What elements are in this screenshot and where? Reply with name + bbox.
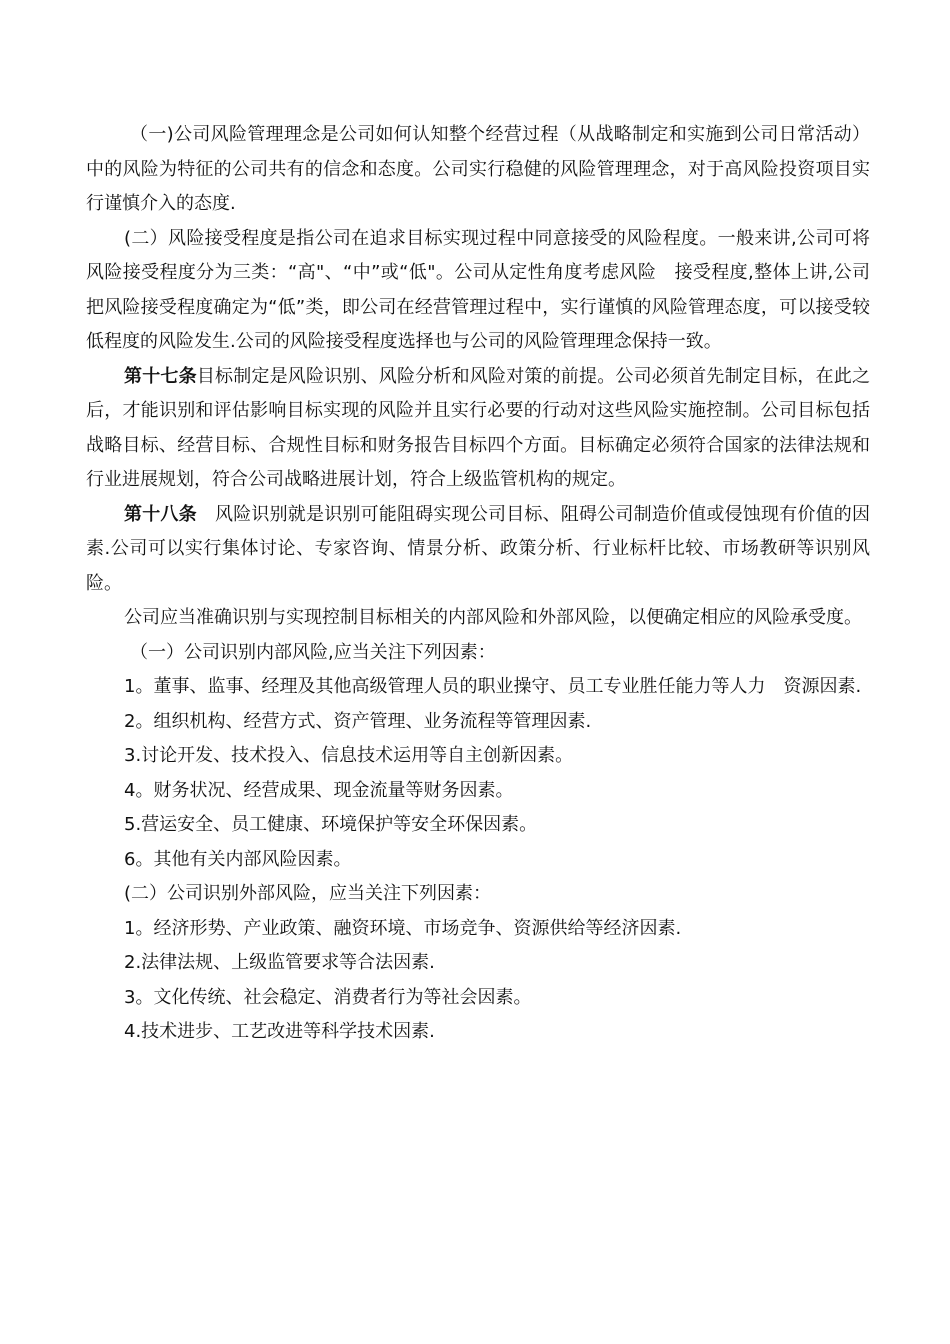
paragraph-text: (二）公司识别外部风险，应当关注下列因素： [124, 883, 492, 904]
article-18 [86, 498, 870, 602]
paragraph-risk-philosophy [86, 118, 870, 222]
list-item-text: 2。组织机构、经营方式、资产管理、业务流程等管理因素. [124, 710, 592, 732]
list-item-text: 1。董事、监事、经理及其他高级管理人员的职业操守、员工专业胜任能力等人力 [124, 676, 766, 697]
list-item-text: 6。其他有关内部风险因素。 [124, 848, 352, 870]
list-item-text: 1。经济形势、产业政策、融资环境、市场竞争、资源供给等经济因素. [124, 917, 682, 939]
article-body: 风险识别就是识别可能阻碍实现公司目标、阻碍公司制造价值或侵蚀现有价值的因素.公司可以实行集体讨论、专家咨询、情景分析、政策分析、行业标杆比较、市场教研等识别风险。 [86, 503, 871, 594]
paragraph-text: （一）公司识别内部风险,应当关注下列因素： [130, 641, 496, 663]
paragraph-risk-identification [86, 601, 870, 636]
list-item-text: 3.讨论开发、技术投入、信息技术运用等自主创新因素。 [124, 745, 574, 766]
list-item-text: 5.营运安全、员工健康、环境保护等安全环保因素。 [124, 814, 538, 835]
article-17 [86, 360, 870, 498]
paragraph-external-risk-heading [86, 877, 870, 912]
paragraph-risk-acceptance [86, 222, 870, 360]
paragraph-text: (二）风险接受程度是指公司在追求目标实现过程中同意接受的风险程度。一般来讲,公司可将风险接受程度分为三类：“高"、“中”或“低"。公司从定性角度考虑风险 [86, 227, 870, 283]
paragraph-text: 接受程度,整体上讲,公司把风险接受程度确定为“低”类，即公司在经营管理过程中，实行谨慎的风险管理态度，可以接受较低程度的风险发生.公司的风险接受程度选择也与公司的风险管理理念保持一致。 [86, 262, 870, 352]
list-item-text: 3。文化传统、社会稳定、消费者行为等社会因素。 [124, 986, 532, 1008]
list-item-text: 2.法律法规、上级监管要求等合法因素. [124, 952, 435, 973]
list-item-text: 资源因素. [783, 676, 862, 697]
article-heading: 第十七条 [124, 365, 197, 387]
list-item-external-3 [86, 981, 870, 1016]
article-heading: 第十八条 [124, 503, 197, 525]
list-item-text: 4.技术进步、工艺改进等科学技术因素. [124, 1021, 435, 1042]
list-item-internal-5 [86, 808, 870, 843]
paragraph-internal-risk-heading [86, 636, 870, 671]
list-item-internal-1 [86, 670, 870, 705]
paragraph-text: （一)公司风险管理理念是公司如何认知整个经营过程（从战略制定和实施到公司日常活动）中的风险为特征的公司共有的信念和态度。公司实行稳健的风险管理理念，对于高风险投资项目实行谨慎介入的态度. [86, 124, 870, 214]
list-item-internal-6 [86, 843, 870, 878]
list-item-internal-2 [86, 705, 870, 740]
list-item-external-1 [86, 912, 870, 947]
paragraph-text: 公司应当准确识别与实现控制目标相关的内部风险和外部风险，以便确定相应的风险承受度。 [124, 607, 862, 628]
list-item-text: 4。财务状况、经营成果、现金流量等财务因素。 [124, 779, 514, 801]
document-page [86, 118, 870, 1050]
article-body: 目标制定是风险识别、风险分析和风险对策的前提。公司必须首先制定目标，在此之后，才能识别和评估影响目标实现的风险并且实行必要的行动对这些风险实施控制。公司目标包括战略目标、经营目标、合规性目标和财务报告目标四个方面。目标确定必须符合国家的法律法规和行业进展规划，符合公司战略进展计划，符合上级监管机构的规定。 [86, 365, 871, 490]
list-item-internal-4 [86, 774, 870, 809]
list-item-external-4 [86, 1015, 870, 1050]
list-item-internal-3 [86, 739, 870, 774]
list-item-external-2 [86, 946, 870, 981]
